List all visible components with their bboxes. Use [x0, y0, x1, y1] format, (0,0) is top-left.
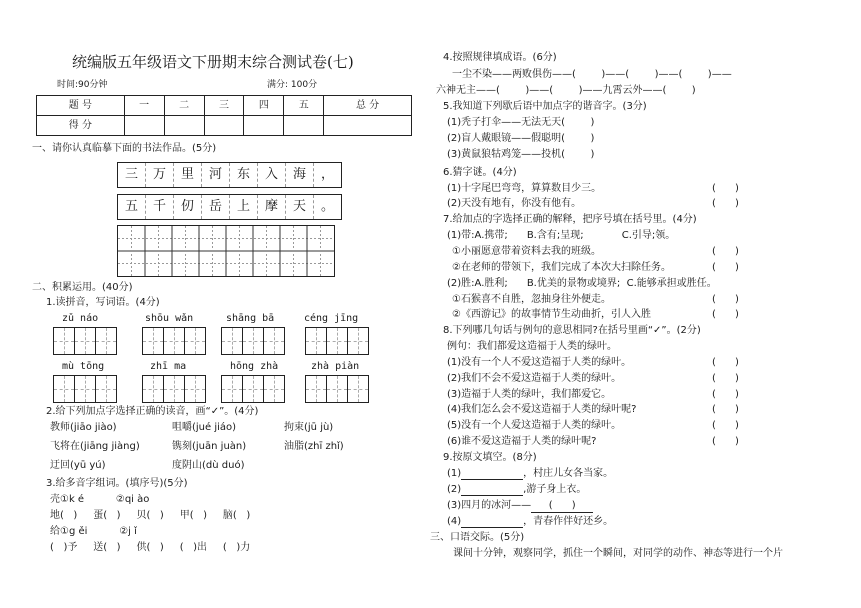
homophone-item[interactable]: (3)黄鼠狼牯鸡笼——投机( ) — [447, 149, 595, 160]
calligraphy-char: 。 — [313, 195, 341, 219]
item-number: (2) — [447, 484, 462, 495]
full-score-label: 满分: 100分 — [267, 80, 318, 90]
sentence-item: (4)我们怎么会不爱这造福于人类的绿叶呢? — [447, 404, 637, 415]
score-header-cell: 四 — [244, 96, 284, 116]
writing-box[interactable] — [53, 375, 117, 403]
calligraphy-char: 千 — [145, 195, 173, 219]
calligraphy-char: 天 — [285, 195, 313, 219]
sentence-item: ①小丽愿意带着资料去我的班级。 — [452, 246, 601, 257]
calligraphy-char: 五 — [124, 199, 138, 215]
score-entry-cell[interactable] — [164, 116, 204, 136]
answer-paren[interactable]: ( ) — [712, 404, 739, 415]
reading-option[interactable]: 咀嚼(jué jiáo) — [172, 422, 237, 433]
writing-box[interactable] — [305, 375, 369, 403]
reading-option[interactable]: 飞将在(jiāng jiàng) — [50, 441, 140, 452]
sentence-item: (2)我们不会不爱这造福于人类的绿叶。 — [447, 373, 622, 384]
polyphone-fill-line[interactable]: 地( ) 蛋( ) 贝( ) 甲( ) 脑( ) — [50, 510, 251, 521]
q7-title: 7.给加点的字选择正确的解释，把序号填在括号里。(4分) — [443, 214, 697, 225]
reading-option[interactable]: 度阴山(dù duó) — [172, 460, 245, 471]
riddle-item: (1)十字尾巴弯弯，算算数目少三。 — [447, 183, 602, 194]
answer-paren[interactable]: ( ) — [712, 262, 739, 273]
riddle-item: (2)天没有地有，你没有他有。 — [447, 198, 582, 209]
pinyin-label: shāng bā — [226, 313, 275, 324]
calligraphy-char: 里 — [173, 163, 201, 187]
pinyin-label: zhà piàn — [311, 361, 360, 372]
reading-option[interactable]: 迂回(yū yú) — [50, 460, 106, 471]
homophone-item[interactable]: (2)盲人戴眼镜——假聪明( ) — [447, 133, 595, 144]
sentence-item: (3)造福于人类的绿叶，我们都爱它。 — [447, 389, 612, 400]
fill-text: ,游子身上衣。 — [523, 484, 587, 495]
idiom-fill-line[interactable]: 六神无主——( )——( )——九霄云外——( ) — [436, 85, 696, 96]
score-header-cell: 一 — [124, 96, 164, 116]
q4-title: 4.按照规律填成语。(6分) — [443, 52, 557, 63]
time-label: 时间:90分钟 — [57, 80, 108, 90]
calligraphy-line-2 — [117, 194, 342, 220]
score-entry-cell[interactable] — [124, 116, 164, 136]
pinyin-label: céng jīng — [304, 313, 359, 324]
fill-blank-line — [447, 468, 613, 480]
section3-heading: 三、口语交际。(5分) — [430, 532, 525, 543]
calligraphy-char: 入 — [257, 163, 285, 187]
fill-blank-line — [447, 484, 586, 496]
score-row-label: 得 分 — [37, 116, 125, 136]
pinyin-label: shōu wǎn — [145, 313, 194, 324]
score-header-cell: 二 — [164, 96, 204, 116]
q6-title: 6.猜字谜。(4分) — [443, 167, 517, 178]
page-title: 统编版五年级语文下册期末综合测试卷(七) — [72, 53, 354, 71]
pinyin-label: zhī ma — [150, 361, 187, 372]
score-entry-cell[interactable] — [244, 116, 284, 136]
calligraphy-char: 岳 — [201, 195, 229, 219]
writing-box[interactable] — [142, 327, 206, 355]
score-entry-cell[interactable] — [204, 116, 244, 136]
reading-option[interactable]: 镌刻(juān juàn) — [172, 441, 247, 452]
answer-paren[interactable]: ( ) — [712, 246, 739, 257]
fill-blank[interactable]: ( ) — [531, 500, 593, 513]
homophone-item[interactable]: (1)秃子打伞——无法无天( ) — [447, 117, 595, 128]
reading-option[interactable]: 拘束(jū jù) — [284, 422, 334, 433]
idiom-fill-line[interactable]: 一尘不染——两败俱伤——( )——( )——( )—— — [452, 69, 732, 80]
pinyin-label: mù tōng — [62, 361, 105, 372]
polyphone-fill-line[interactable]: ( )予 送( ) 供( ) ( )出 ( )力 — [50, 542, 251, 553]
answer-paren[interactable]: ( ) — [712, 198, 739, 209]
writing-box[interactable] — [221, 327, 285, 355]
score-entry-cell[interactable] — [324, 116, 412, 136]
reading-option[interactable]: 教师(jiāo jiào) — [50, 422, 117, 433]
calligraphy-char: 海 — [285, 163, 313, 187]
score-entry-cell[interactable] — [284, 116, 324, 136]
copy-practice-grid[interactable] — [117, 225, 335, 277]
section2-heading: 二、积累运用。(40分) — [32, 282, 133, 293]
score-table-header-row — [37, 96, 412, 116]
writing-box[interactable] — [142, 375, 206, 403]
definition-line: (2)胜:A.胜利; B.优美的景物或境界; C.能够承担或胜任。 — [447, 278, 717, 289]
score-header-cell: 题 号 — [37, 96, 125, 116]
answer-paren[interactable]: ( ) — [712, 420, 739, 431]
sentence-item: ①石猴喜不自胜，忽抽身往外便走。 — [452, 294, 611, 305]
score-table-score-row — [37, 116, 412, 136]
score-header-cell: 五 — [284, 96, 324, 116]
fill-blank-line — [447, 516, 613, 528]
writing-box[interactable] — [305, 327, 369, 355]
item-number: (1) — [447, 468, 462, 479]
calligraphy-line-1 — [117, 162, 342, 188]
definition-line: (1)带:A.携带; B.含有;呈现; C.引导;领。 — [447, 230, 676, 241]
answer-paren[interactable]: ( ) — [712, 183, 739, 194]
fill-text: (3)四月的冰河—— — [447, 500, 532, 511]
fill-text: ，青春作伴好还乡。 — [523, 516, 614, 527]
reading-option[interactable]: 油脂(zhī zhǐ) — [284, 441, 344, 452]
answer-paren[interactable]: ( ) — [712, 294, 739, 305]
q8-title: 8.下列哪几句话与例句的意思相同?在括号里画“✓”。(2分) — [443, 325, 701, 336]
calligraphy-char: ， — [313, 163, 341, 187]
answer-paren[interactable]: ( ) — [712, 373, 739, 384]
calligraphy-char: 摩 — [257, 195, 285, 219]
calligraphy-char: 三 — [124, 167, 138, 183]
item-number: (4) — [447, 516, 462, 527]
answer-paren[interactable]: ( ) — [712, 389, 739, 400]
q1-title: 1.读拼音，写词语。(4分) — [46, 297, 160, 308]
calligraphy-char: 上 — [229, 195, 257, 219]
fill-blank[interactable] — [461, 469, 523, 480]
answer-paren[interactable]: ( ) — [712, 436, 739, 447]
score-header-cell: 总 分 — [324, 96, 412, 116]
answer-paren[interactable]: ( ) — [712, 357, 739, 368]
writing-box[interactable] — [53, 327, 117, 355]
section1-heading: 一、请你认真临摹下面的书法作品。(5分) — [32, 143, 217, 154]
writing-box[interactable] — [221, 375, 285, 403]
sentence-item: (6)谁不爱这造福于人类的绿叶呢? — [447, 436, 597, 447]
answer-paren[interactable]: ( ) — [712, 309, 739, 320]
q3-title: 3.给多音字组词。(填序号)(5分) — [46, 478, 188, 489]
sentence-item: ②《西游记》的故事情节生动曲折，引人入胜 — [452, 309, 651, 320]
polyphone-line: 壳①k é ②qi ào — [50, 494, 150, 505]
fill-blank[interactable] — [461, 517, 523, 528]
q5-title: 5.我知道下列歇后语中加点字的谐音字。(3分) — [443, 101, 647, 112]
score-table — [36, 95, 412, 136]
section3-text: 课间十分钟，观察同学，抓住一个瞬间，对同学的动作、神态等进行一个片 — [453, 548, 783, 559]
calligraphy-char: 河 — [201, 163, 229, 187]
fill-blank[interactable] — [461, 485, 523, 496]
pinyin-label: zǔ náo — [62, 313, 99, 324]
sentence-item: (1)没有一个人不爱这造福于人类的绿叶。 — [447, 357, 632, 368]
calligraphy-char: 仞 — [173, 195, 201, 219]
pinyin-label: hōng zhà — [230, 361, 279, 372]
polyphone-line: 给①g ěi ②j ǐ — [50, 526, 137, 537]
q2-title: 2.给下列加点字选择正确的读音，画“✓”。(4分) — [46, 406, 259, 417]
calligraphy-char: 万 — [145, 163, 173, 187]
fill-blank-line — [447, 500, 593, 513]
sentence-item: ②在老师的带领下，我们完成了本次大扫除任务。 — [452, 262, 671, 273]
sentence-item: (5)没有一个人爱这造福于人类的绿叶。 — [447, 420, 622, 431]
calligraphy-char: 东 — [229, 163, 257, 187]
score-header-cell: 三 — [204, 96, 244, 116]
example-sentence: 例句：我们都爱这造福于人类的绿叶。 — [447, 341, 617, 352]
fill-text: ，村庄儿女各当家。 — [523, 468, 614, 479]
q9-title: 9.按原文填空。(8分) — [443, 452, 537, 463]
